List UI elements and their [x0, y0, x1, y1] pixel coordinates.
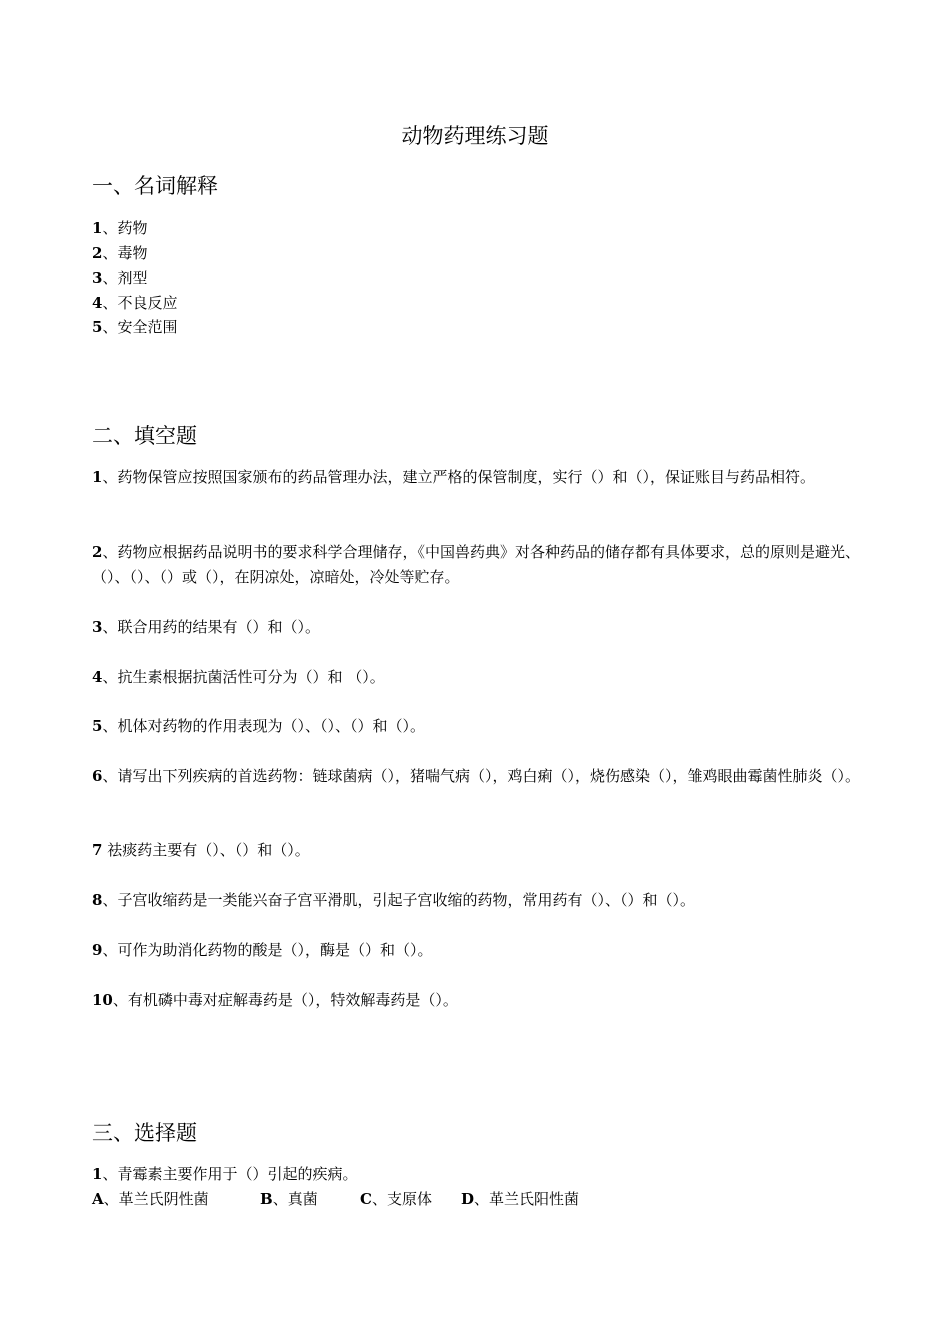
item-number: 4 [92, 294, 103, 312]
item-text: 、药物 [102, 219, 148, 237]
option-text: 、支原体 [371, 1190, 432, 1208]
item-text: 、剂型 [102, 269, 148, 287]
item-text: 、不良反应 [102, 294, 178, 312]
list-item [92, 315, 862, 340]
item-text: 、有机磷中毒对症解毒药是（），特效解毒药是（）。 [112, 991, 458, 1009]
list-item [92, 838, 862, 863]
section-heading-multiple-choice: 三、选择题 [92, 1121, 197, 1145]
option-text: 、革兰氏阳性菌 [474, 1190, 580, 1208]
item-number: 1 [92, 219, 103, 237]
item-number: 7 [92, 841, 103, 859]
item-text: 、机体对药物的作用表现为（）、（）、（）和（）。 [102, 717, 425, 735]
item-text: 、药物应根据药品说明书的要求科学合理储存，《中国兽药典》对各种药品的储存都有具体要求，总的原则是避光、（）、（）、（）或（），在阴凉处，凉暗处，冷处等贮存。 [92, 543, 860, 586]
item-text: 、抗生素根据抗菌活性可分为（）和 （）。 [102, 668, 385, 686]
list-item [92, 241, 862, 266]
page-title: 动物药理练习题 [401, 124, 549, 148]
list-item [92, 291, 862, 316]
item-number: 10 [92, 991, 113, 1009]
list-item [92, 540, 862, 590]
item-text: 、子宫收缩药是一类能兴奋子宫平滑肌，引起子宫收缩的药物，常用药有（）、（）和（）。 [102, 891, 695, 909]
item-number: 1 [92, 468, 103, 486]
item-number: 2 [92, 543, 103, 561]
item-number: 3 [92, 269, 103, 287]
list-item [92, 266, 862, 291]
list-item [92, 988, 862, 1013]
option-b [260, 1187, 360, 1212]
item-number: 9 [92, 941, 103, 959]
list-item [92, 764, 862, 789]
list-item [92, 665, 862, 690]
item-number: 1 [92, 1165, 103, 1183]
item-number: 5 [92, 318, 103, 336]
option-letter: C [360, 1190, 372, 1208]
item-number: 2 [92, 244, 103, 262]
list-item [92, 714, 862, 739]
item-number: 4 [92, 668, 103, 686]
list-item [92, 1162, 862, 1187]
option-c [360, 1187, 461, 1212]
list-item [92, 615, 862, 640]
option-text: 、真菌 [272, 1190, 318, 1208]
option-letter: B [260, 1190, 273, 1208]
option-letter: A [92, 1190, 104, 1208]
option-letter: D [461, 1190, 475, 1208]
list-item [92, 888, 862, 913]
list-item [92, 938, 862, 963]
item-text: 、毒物 [102, 244, 148, 262]
item-text: 、联合用药的结果有（）和（）。 [102, 618, 320, 636]
item-number: 8 [92, 891, 103, 909]
section-heading-fill-blank: 二、填空题 [92, 424, 197, 448]
item-number: 3 [92, 618, 103, 636]
option-a [92, 1187, 260, 1212]
option-text: 、革兰氏阴性菌 [103, 1190, 209, 1208]
item-text: 、请写出下列疾病的首选药物：链球菌病（），猪喘气病（），鸡白痢（），烧伤感染（），雏鸡眼曲霉菌性肺炎（）。 [102, 767, 860, 785]
item-number: 5 [92, 717, 103, 735]
item-text: 、药物保管应按照国家颁布的药品管理办法，建立严格的保管制度，实行（）和（），保证账目与药品相符。 [102, 468, 815, 486]
list-item [92, 465, 862, 490]
item-text: 、青霉素主要作用于（）引起的疾病。 [102, 1165, 358, 1183]
item-text: 祛痰药主要有（）、（）和（）。 [102, 841, 310, 859]
item-number: 6 [92, 767, 103, 785]
item-text: 、安全范围 [102, 318, 178, 336]
list-item [92, 216, 862, 241]
choice-options [92, 1187, 579, 1212]
item-text: 、可作为助消化药物的酸是（），酶是（）和（）。 [102, 941, 433, 959]
section-heading-terms: 一、名词解释 [92, 174, 218, 198]
option-d [461, 1187, 579, 1212]
